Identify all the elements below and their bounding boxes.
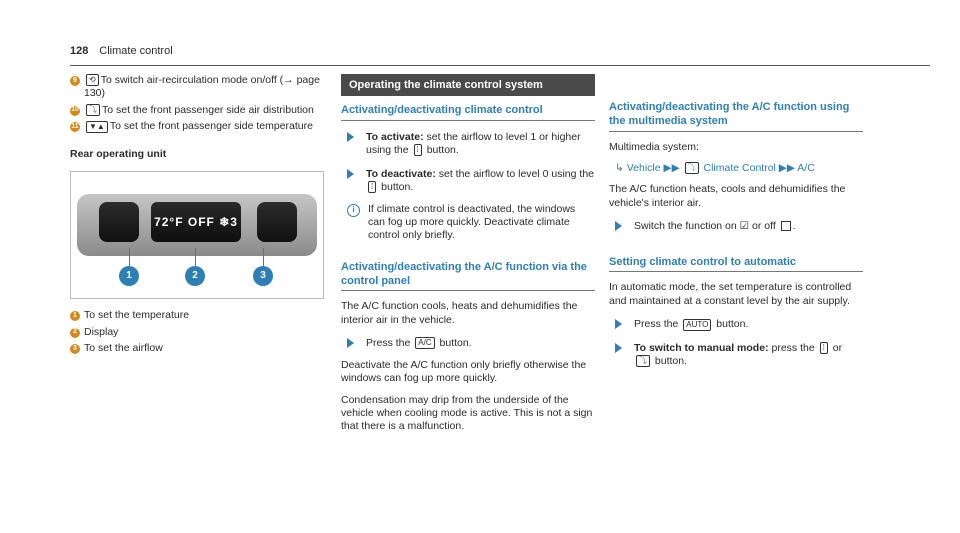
rear-operating-unit-photo [70,171,324,299]
step-text: or [832,341,843,354]
item-number: 10 [70,106,80,116]
subheading: Setting climate control to automatic [609,256,863,273]
menu-path [615,162,863,175]
legend-number: 1 [70,311,80,321]
airflow-icon: ⁞ [368,181,376,193]
page-number: 128 [70,45,89,57]
legend-text: To set the temperature [84,309,190,322]
rear-operating-unit-title: Rear operating unit [70,147,167,160]
step-end: button. [426,144,459,157]
instruction-step [609,342,863,369]
item-number: 11 [70,122,80,132]
step-text: Switch the function on [634,220,737,233]
column-middle [341,74,595,442]
step-arrow-icon [347,169,354,179]
step-text: press the [771,341,815,354]
callout-3: 3 [253,266,273,286]
callout-2: 2 [185,266,205,286]
path-ac: A/C [797,161,815,174]
step-label: To deactivate: [366,167,436,180]
instruction-step [609,318,863,331]
paragraph: The A/C function heats, cools and dehumidifies the vehicle's interior air. [609,183,846,209]
step-end: button. [654,355,688,368]
subheading: Activating/deactivating climate control [341,104,595,121]
step-end: button. [439,337,472,350]
airflow-icon: ⁞ [414,144,422,156]
panel-display: 72°F OFF ❄3 [151,202,241,242]
step-end: button. [716,318,749,331]
info-icon: i [347,204,360,217]
subheading: Activating/deactivating the A/C function using the multimedia system [609,101,863,132]
step-arrow-icon [347,132,354,142]
checkbox-checked-icon: ☑ [739,220,750,233]
step-text: set the airflow to level 1 or higher using the [366,130,581,157]
column-left [70,74,324,359]
paragraph: The A/C function cools, heats and dehumidifies the interior air in the vehicle. [341,300,578,326]
legend-item [70,326,324,339]
step-arrow-icon [347,338,354,348]
legend-number: 2 [70,328,80,338]
header-divider [70,65,930,66]
item-text: To switch air-recirculation mode on/off (→ page 130) [84,74,320,100]
legend-item [70,309,324,322]
path-arrow-icon: ↳ [615,161,624,174]
ac-button-icon: A/C [415,337,434,349]
instruction-step: Switch the function on ☑ or off . [609,220,863,233]
climate-icon: ⤵ [685,162,699,174]
step-text: set the airflow to level 0 using the [438,167,595,180]
column-right [609,74,863,377]
airflow-control [257,202,297,242]
step-end: button. [381,181,414,194]
instruction-step [341,168,595,195]
item-text: To set the front passenger side air distribution [102,103,314,116]
header-title: Climate control [99,45,173,57]
path-separator-icon: ▶▶ [663,161,680,174]
legend-text: Display [84,325,119,338]
step-arrow-icon [615,343,622,353]
callout-line [263,248,264,266]
legend-item [70,342,324,355]
step-arrow-icon [615,221,622,231]
temperature-control [99,202,139,242]
step-arrow-icon [615,319,622,329]
temperature-up-down-icon: ▼▲ [86,121,108,133]
note-text: If climate control is deactivated, the windows can fog up more quickly. Deactivate climate control only briefly. [368,202,576,242]
path-vehicle: Vehicle [626,161,661,174]
recirculation-icon: ⟲ [86,74,99,86]
step-label: To switch to manual mode: [634,341,769,354]
paragraph: Condensation may drip from the underside of the vehicle when cooling mode is active. This is not a sign that there is a malfunction. [341,393,593,433]
step-label: To activate: [366,130,424,143]
air-distribution-icon: ⤵ [86,104,100,116]
path-climate-control: Climate Control [703,161,776,174]
info-note [347,203,595,243]
list-item [70,74,324,101]
instruction-step [341,337,595,350]
legend-number: 3 [70,344,80,354]
airflow-icon: ⁞ [820,342,828,354]
section-title-bar: Operating the climate control system [341,74,595,96]
step-text: Press the [634,318,679,331]
item-number: 9 [70,76,80,86]
paragraph: Multimedia system: [609,140,699,153]
air-distribution-icon: ⤵ [636,355,650,367]
paragraph: Deactivate the A/C function only briefly otherwise the windows can fog up more quickly. [341,358,587,385]
path-separator-icon: ▶▶ [778,161,795,174]
callout-line [129,248,130,266]
subheading: Activating/deactivating the A/C function via the control panel [341,261,595,292]
paragraph: In automatic mode, the set temperature is controlled and maintained at a constant level by the air supply. [609,281,852,307]
legend-text: To set the airflow [84,342,163,355]
callout-line [195,248,196,266]
instruction-step [341,131,595,158]
page-header [70,44,930,64]
list-item [70,104,324,117]
step-text: Press the [366,337,411,350]
auto-button-icon: AUTO [683,319,711,331]
step-text: or off [752,220,776,233]
callout-1: 1 [119,266,139,286]
checkbox-empty-icon [781,221,791,231]
list-item [70,120,324,133]
item-text: To set the front passenger side temperature [109,120,313,133]
